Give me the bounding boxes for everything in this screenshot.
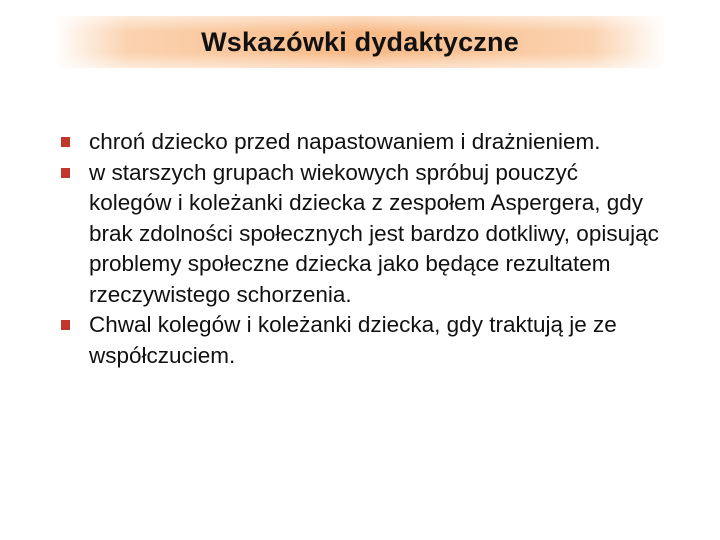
bullet-text: chroń dziecko przed napastowaniem i drażnieniem.: [89, 129, 601, 154]
slide-title: Wskazówki dydaktyczne: [201, 26, 519, 57]
bullet-item: [60, 158, 660, 311]
square-bullet-icon: [60, 168, 70, 178]
bullet-item: [60, 310, 660, 371]
bullet-list: [60, 127, 660, 371]
title-bar: [54, 16, 666, 68]
square-bullet-icon: [60, 137, 70, 147]
bullet-text: Chwal kolegów i koleżanki dziecka, gdy traktują je ze współczuciem.: [89, 312, 617, 368]
bullet-item: [60, 127, 660, 158]
bullet-text: w starszych grupach wiekowych spróbuj pouczyć kolegów i koleżanki dziecka z zespołem Aspergera, gdy brak zdolności społecznych jest bardzo dotkliwy, opisując problemy społeczne dziecka jako będące rezultatem rzeczywistego schorzenia.: [89, 159, 659, 307]
square-bullet-icon: [60, 320, 70, 330]
